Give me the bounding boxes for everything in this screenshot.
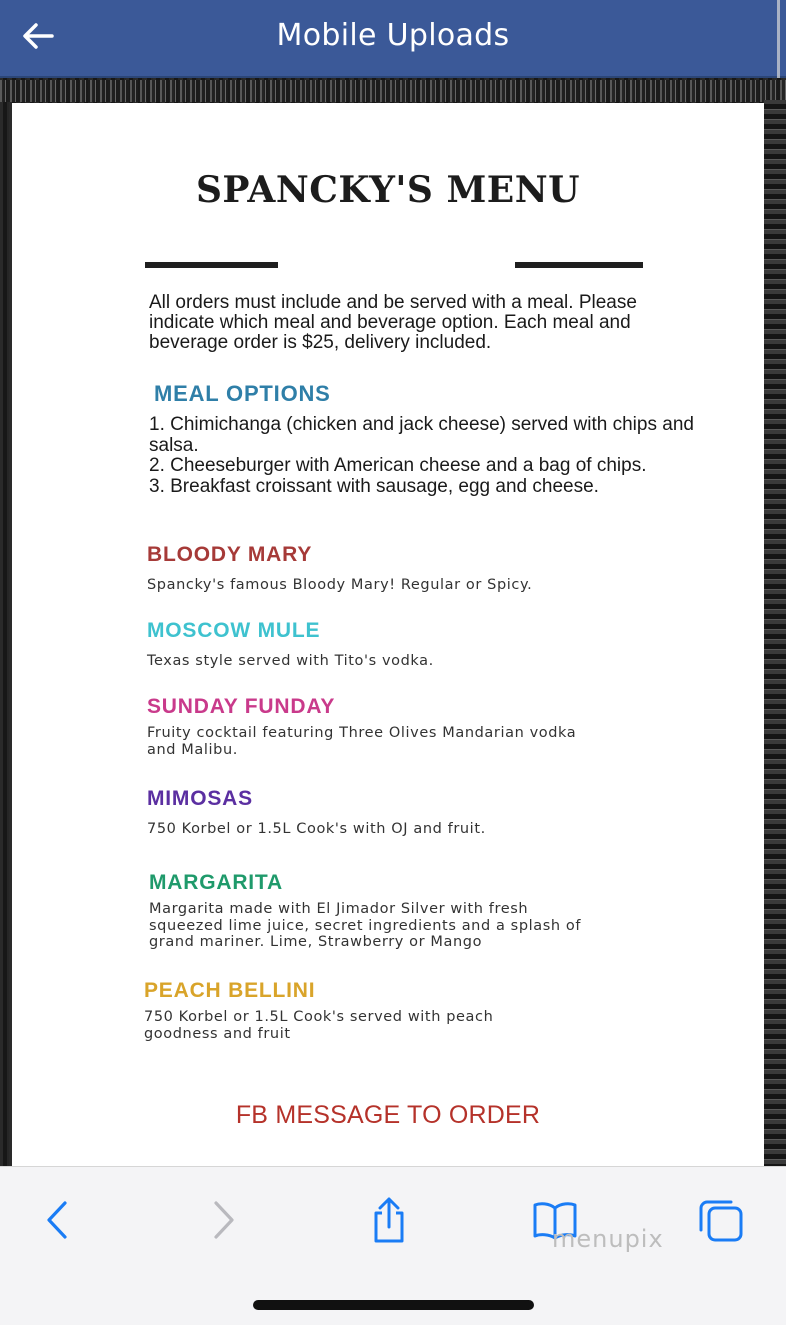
window-edge bbox=[777, 0, 780, 78]
drink-name: MIMOSAS bbox=[147, 787, 253, 810]
share-icon bbox=[369, 1196, 409, 1244]
meal-option: 2. Cheeseburger with American cheese and a bag of chips. bbox=[149, 455, 647, 476]
drink-name: BLOODY MARY bbox=[147, 543, 313, 566]
drink-mimosas bbox=[147, 787, 747, 838]
chevron-right-icon bbox=[208, 1199, 238, 1241]
menu-intro: All orders must include and be served with a meal. Please indicate which meal and beverage option. Each meal and beverage order is $25, delivery included. bbox=[149, 292, 637, 353]
drink-description: Fruity cocktail featuring Three Olives Mandarian vodka and Malibu. bbox=[147, 725, 577, 758]
drink-description: Spancky's famous Bloody Mary! Regular or Spicy. bbox=[147, 577, 533, 593]
drink-name: SUNDAY FUNDAY bbox=[147, 695, 336, 718]
share-button[interactable] bbox=[364, 1195, 414, 1245]
order-cta: FB MESSAGE TO ORDER bbox=[235, 1101, 541, 1129]
back-nav-button[interactable] bbox=[33, 1195, 83, 1245]
home-indicator bbox=[253, 1300, 534, 1310]
drink-description: 750 Korbel or 1.5L Cook's served with peach goodness and fruit bbox=[144, 1009, 494, 1042]
meal-option: 1. Chimichanga (chicken and jack cheese) served with chips and salsa. bbox=[149, 414, 694, 456]
drink-description: 750 Korbel or 1.5L Cook's with OJ and fruit. bbox=[147, 821, 486, 837]
menupix-watermark: menupix bbox=[552, 1225, 664, 1253]
menu-title: SPANCKY'S MENU bbox=[195, 169, 581, 211]
forward-nav-button[interactable] bbox=[198, 1195, 248, 1245]
drink-moscow-mule bbox=[147, 619, 747, 670]
top-bar bbox=[0, 0, 786, 78]
meal-option: 3. Breakfast croissant with sausage, egg and cheese. bbox=[149, 475, 599, 497]
page-title: Mobile Uploads bbox=[276, 18, 510, 53]
tabs-button[interactable] bbox=[696, 1195, 746, 1245]
drink-description: Margarita made with El Jimador Silver with fresh squeezed lime juice, secret ingredients and a splash of grand mariner. Lime, Strawberry or Mango bbox=[149, 901, 582, 950]
meal-options-heading: MEAL OPTIONS bbox=[154, 381, 331, 406]
chevron-left-icon bbox=[43, 1199, 73, 1241]
drink-sunday-funday bbox=[147, 695, 747, 758]
menu-photo[interactable] bbox=[12, 103, 764, 1168]
photo-texture-strip bbox=[0, 80, 786, 102]
divider-right bbox=[515, 262, 643, 268]
drink-bloody-mary bbox=[147, 543, 747, 594]
photo-texture-right bbox=[764, 100, 786, 1168]
meal-options-list bbox=[149, 415, 709, 497]
drink-margarita bbox=[149, 871, 749, 951]
browser-toolbar bbox=[0, 1166, 786, 1325]
drink-name: MOSCOW MULE bbox=[147, 619, 321, 642]
divider-left bbox=[145, 262, 278, 268]
drink-name: PEACH BELLINI bbox=[144, 979, 316, 1002]
drink-peach-bellini bbox=[144, 979, 744, 1042]
drink-description: Texas style served with Tito's vodka. bbox=[147, 653, 434, 669]
tabs-icon bbox=[697, 1196, 745, 1244]
drink-name: MARGARITA bbox=[149, 871, 283, 894]
